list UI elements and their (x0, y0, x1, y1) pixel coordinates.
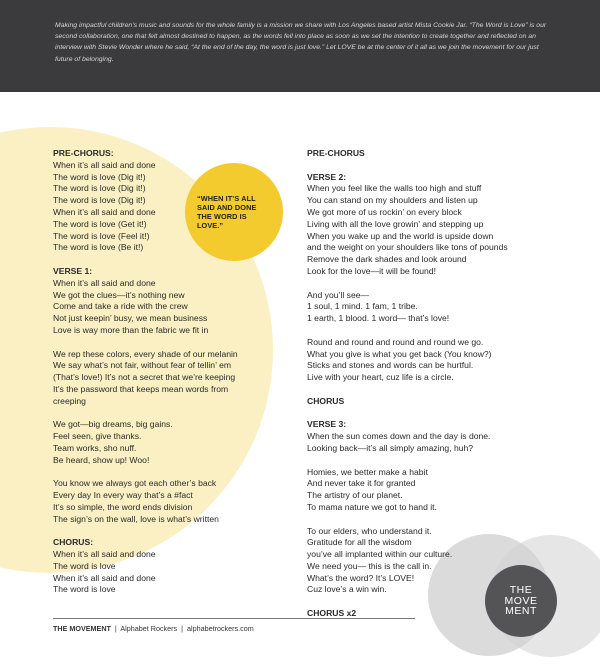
section-heading: CHORUS x2 (307, 608, 357, 619)
lyric-line: When you wake up and the world is upside down (307, 230, 494, 241)
stanza-break (53, 467, 288, 479)
lyric-line: The word is love (Dig it!) (53, 195, 146, 206)
section-heading: VERSE 3: (307, 419, 347, 430)
section-heading: VERSE 1: (53, 265, 93, 276)
lyric-line: Gratitude for all the wisdom (307, 537, 412, 548)
lyric-line: creeping (53, 395, 86, 406)
lyric-line: When it’s all said and done (53, 159, 156, 170)
lyric-line: The sign’s on the wall, love is what’s written (53, 513, 219, 524)
section-heading: CHORUS: (53, 537, 94, 548)
stanza-break (307, 325, 547, 337)
lyric-line: The word is love (Feel it!) (53, 230, 150, 241)
lyric-line: It’s so simple, the word ends division (53, 501, 193, 512)
lyric-line: Looking back—it’s all simply amazing, huh? (307, 442, 474, 453)
lyric-line: The word is love (Dig it!) (53, 183, 146, 194)
lyric-line: To our elders, who understand it. (307, 525, 432, 536)
lyric-line: We need you— this is the call in. (307, 560, 432, 571)
intro-paragraph: Making impactful children’s music and sounds for the whole family is a mission we share with Los Angeles based artist Mista Cookie Jar. “The Word is Love” is our second collaboration, one that felt almost destined to happen, as the words fell into place as soon as we set the intention to create together and reflected on an interview with Stevie Wonder where he said, “At the end of the day, the word is just love.” Let LOVE be at the center of it all as we join the movement for our just future of belonging. (55, 22, 547, 63)
stanza-break (53, 526, 288, 538)
footer-artist: Alphabet Rockers (120, 624, 178, 633)
section-heading: CHORUS (307, 395, 345, 406)
lyric-line: And never take it for granted (307, 478, 416, 489)
logo-line: MOVE (504, 594, 538, 607)
lyric-line: What you give is what you get back (You know?) (307, 348, 492, 359)
stanza-break (307, 514, 547, 526)
section-heading: PRE-CHORUS: (53, 148, 114, 158)
lyric-line: Not just keepin’ busy, we mean business (53, 313, 208, 324)
lyric-line: (That’s love!) It’s not a secret that we’re keeping (53, 372, 236, 383)
lyric-line: Living with all the love growin’ and stepping up (307, 218, 484, 229)
lyric-line: It’s the password that keeps mean words from (53, 383, 229, 394)
lyric-line: 1 soul, 1 mind. 1 fam, 1 tribe. (307, 301, 418, 312)
lyric-line: When you feel like the walls too high and stuff (307, 183, 482, 194)
lyric-line: The word is love (Dig it!) (53, 171, 146, 182)
lyrics-left-column (53, 148, 288, 596)
lyric-line: When the sun comes down and the day is done. (307, 431, 491, 442)
lyric-line: We say what’s not fair, without fear of tellin’ em (53, 360, 232, 371)
lyric-line: Every day In every way that’s a #fact (53, 490, 193, 501)
footer-divider (53, 618, 415, 619)
lyric-line: We got—big dreams, big gains. (53, 419, 173, 430)
header-band (0, 0, 600, 92)
stanza-break (307, 408, 547, 420)
lyric-line: We rep these colors, every shade of our melanin (53, 348, 238, 359)
pull-quote: “WHEN IT’S ALL SAID AND DONE THE WORD IS LOVE.” (197, 193, 257, 231)
lyric-line: and the weight on your shoulders like tons of pounds (307, 242, 508, 253)
lyric-line: When it’s all said and done (53, 206, 156, 217)
lyric-line: We got more of us rockin’ on every block (307, 206, 462, 217)
stanza-break (307, 596, 547, 608)
lyric-line: When it’s all said and done (53, 277, 156, 288)
lyric-line: Team works, sho nuff. (53, 442, 137, 453)
lyric-line: Sticks and stones and words can be hurtful. (307, 360, 474, 371)
lyric-line: Come and take a ride with the crew (53, 301, 188, 312)
lyric-line: To mama nature we got to hand it. (307, 501, 437, 512)
lyric-line: You know we always got each other’s back (53, 478, 217, 489)
lyric-line: You can stand on my shoulders and listen up (307, 195, 478, 206)
lyric-line: Homies, we better make a habit (307, 466, 428, 477)
lyric-line: Remove the dark shades and look around (307, 254, 467, 265)
lyric-line: And you’ll see— (307, 289, 370, 300)
section-heading: VERSE 2: (307, 171, 347, 182)
lyric-line: When it’s all said and done (53, 572, 156, 583)
stanza-break (53, 337, 288, 349)
footer-separator: | (114, 624, 117, 633)
lyric-line: 1 earth, 1 blood. 1 word— that’s love! (307, 313, 450, 324)
stanza-break (53, 254, 288, 266)
lyrics-right-column (307, 148, 547, 620)
stanza-break (307, 160, 547, 172)
footer (53, 624, 254, 633)
stanza-break (307, 278, 547, 290)
stanza-break (307, 384, 547, 396)
lyric-line: Live with your heart, cuz life is a circle. (307, 372, 454, 383)
section-heading: PRE-CHORUS (307, 148, 365, 158)
stanza-break (307, 455, 547, 467)
lyric-line: The word is love (53, 584, 116, 595)
lyric-line: We got the clues—it’s nothing new (53, 289, 185, 300)
stanza-break (53, 408, 288, 420)
lyric-line: Be heard, show up! Woo! (53, 454, 150, 465)
lyric-line: you’ve all implanted within our culture. (307, 549, 453, 560)
lyric-line: Cuz love’s a win win. (307, 584, 387, 595)
lyric-line: When it’s all said and done (53, 549, 156, 560)
lyric-line: The artistry of our planet. (307, 490, 403, 501)
footer-separator: | (181, 624, 183, 633)
logo-line: MENT (505, 605, 537, 618)
footer-url: alphabetrockers.com (187, 624, 254, 633)
lyric-line: The word is love (Get it!) (53, 218, 147, 229)
lyric-line: The word is love (53, 560, 116, 571)
lyric-line: The word is love (Be it!) (53, 242, 144, 253)
lyric-line: Round and round and round and round we go. (307, 336, 484, 347)
logo-line: THE (509, 584, 533, 597)
lyric-line: Look for the love—it will be found! (307, 265, 436, 276)
lyric-line: Love is way more than the fabric we fit in (53, 324, 209, 335)
lyric-line: Feel seen, give thanks. (53, 431, 142, 442)
lyric-line: What’s the word? It’s LOVE! (307, 572, 415, 583)
footer-brand: THE MOVEMENT (53, 624, 111, 633)
